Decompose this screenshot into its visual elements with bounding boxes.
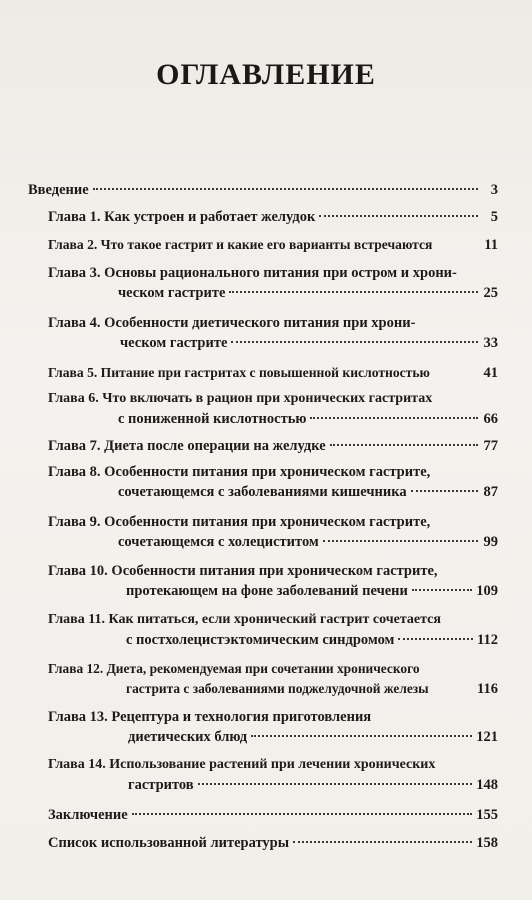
- toc-entry-title-cont: с пониженной кислотностью: [118, 411, 307, 427]
- toc-entry-title: Глава 3. Основы рационального питания при остром и хрони-: [48, 265, 457, 281]
- toc-entry-chapter-1: [48, 207, 498, 227]
- toc-entry-intro: [28, 180, 498, 200]
- toc-entry-title-cont: гастрита с заболеваниями поджелудочной железы: [126, 681, 429, 696]
- toc-page-number: 121: [476, 729, 498, 745]
- toc-entry-title: Глава 1. Как устроен и работает желудок: [48, 209, 316, 225]
- dot-leader: [412, 589, 472, 591]
- toc-entry-chapter-12: [48, 659, 498, 699]
- toc-entry-title: Глава 7. Диета после операции на желудке: [48, 438, 326, 454]
- toc-entry-title: Список использованной литературы: [48, 835, 290, 851]
- toc-page-number: 155: [476, 807, 498, 823]
- toc-page-number: 77: [483, 438, 498, 454]
- toc-entry-title: Глава 9. Особенности питания при хроническом гастрите,: [48, 514, 431, 530]
- toc-page-number: 148: [476, 777, 498, 793]
- toc-entry-title-cont: ческом гастрите: [118, 285, 226, 301]
- toc-entry-chapter-11: [48, 610, 498, 650]
- toc-entry-chapter-9: [48, 512, 498, 552]
- toc-entry-chapter-2: [48, 235, 498, 255]
- toc-entry-title-cont: с постхолецистэктомическим синдромом: [126, 632, 395, 648]
- toc-entry-title-cont: сочетающемся с холециститом: [118, 534, 319, 550]
- toc-entry-title: Глава 13. Рецептура и технология приготовления: [48, 709, 372, 725]
- toc-page-number: 109: [476, 583, 498, 599]
- toc-entry-chapter-13: [48, 707, 498, 747]
- toc-entry-chapter-8: [48, 462, 498, 502]
- dot-leader: [293, 841, 472, 843]
- toc-entry-chapter-3: [48, 263, 498, 303]
- toc-entry-title: Глава 4. Особенности диетического питания при хрони-: [48, 315, 416, 331]
- dot-leader: [411, 490, 478, 492]
- toc-entry-title: Глава 12. Диета, рекомендуемая при сочетании хронического: [48, 661, 420, 676]
- toc-entry-title: Глава 11. Как питаться, если хронический гастрит сочетается: [48, 612, 441, 627]
- toc-entry-conclusion: [48, 805, 498, 825]
- dot-leader: [251, 735, 472, 737]
- toc-page-number: 87: [483, 484, 498, 500]
- toc-entry-title: Глава 2. Что такое гастрит и какие его варианты встречаются: [48, 237, 433, 252]
- toc-page-number: 41: [483, 365, 498, 381]
- dot-leader: [198, 783, 473, 785]
- toc-page-number: 112: [477, 632, 498, 648]
- toc-entry-chapter-6: [48, 389, 498, 429]
- toc-entry-title: Введение: [28, 182, 89, 198]
- dot-leader: [310, 417, 478, 419]
- toc-entry-title-cont: гастритов: [128, 777, 194, 793]
- toc-entry-title: Глава 14. Использование растений при лечении хронических: [48, 757, 436, 772]
- toc-entry-title: Глава 5. Питание при гастритах с повышенной кислотностью: [48, 365, 430, 380]
- page-title: ОГЛАВЛЕНИЕ: [156, 58, 376, 91]
- toc-page-number: 99: [483, 534, 498, 550]
- toc-entry-title: Глава 8. Особенности питания при хроническом гастрите,: [48, 464, 431, 480]
- dot-leader: [398, 638, 473, 640]
- toc-entry-title: Глава 6. Что включать в рацион при хронических гастритах: [48, 391, 433, 406]
- dot-leader: [93, 188, 478, 190]
- toc-entry-title-cont: протекающем на фоне заболеваний печени: [126, 583, 408, 599]
- toc-entry-title-cont: сочетающемся с заболеваниями кишечника: [118, 484, 407, 500]
- toc-page-number: 11: [484, 237, 498, 253]
- dot-leader: [330, 444, 478, 446]
- dot-leader: [132, 813, 473, 815]
- toc-page-number: 116: [477, 681, 498, 697]
- toc-page-number: 5: [490, 209, 498, 225]
- toc-entry-chapter-10: [48, 561, 498, 601]
- toc-entry-title-cont: диетических блюд: [128, 729, 248, 745]
- toc-entry-title: Глава 10. Особенности питания при хроническом гастрите,: [48, 563, 438, 579]
- toc-page-number: 158: [476, 835, 498, 851]
- toc-entry-title: Заключение: [48, 807, 128, 823]
- toc-page-number: 66: [483, 411, 498, 427]
- dot-leader: [231, 341, 478, 343]
- toc-entry-chapter-14: [48, 755, 498, 795]
- dot-leader: [323, 540, 478, 542]
- toc-entry-bibliography: [48, 833, 498, 853]
- toc-entry-title-cont: ческом гастрите: [120, 335, 228, 351]
- toc-page-number: 25: [483, 285, 498, 301]
- toc-page-number: 3: [490, 182, 498, 198]
- dot-leader: [229, 291, 478, 293]
- toc-page-number: 33: [483, 335, 498, 351]
- dot-leader: [319, 215, 478, 217]
- toc-entry-chapter-4: [48, 313, 498, 353]
- toc-entry-chapter-5: [48, 363, 498, 383]
- toc-entry-chapter-7: [48, 436, 498, 456]
